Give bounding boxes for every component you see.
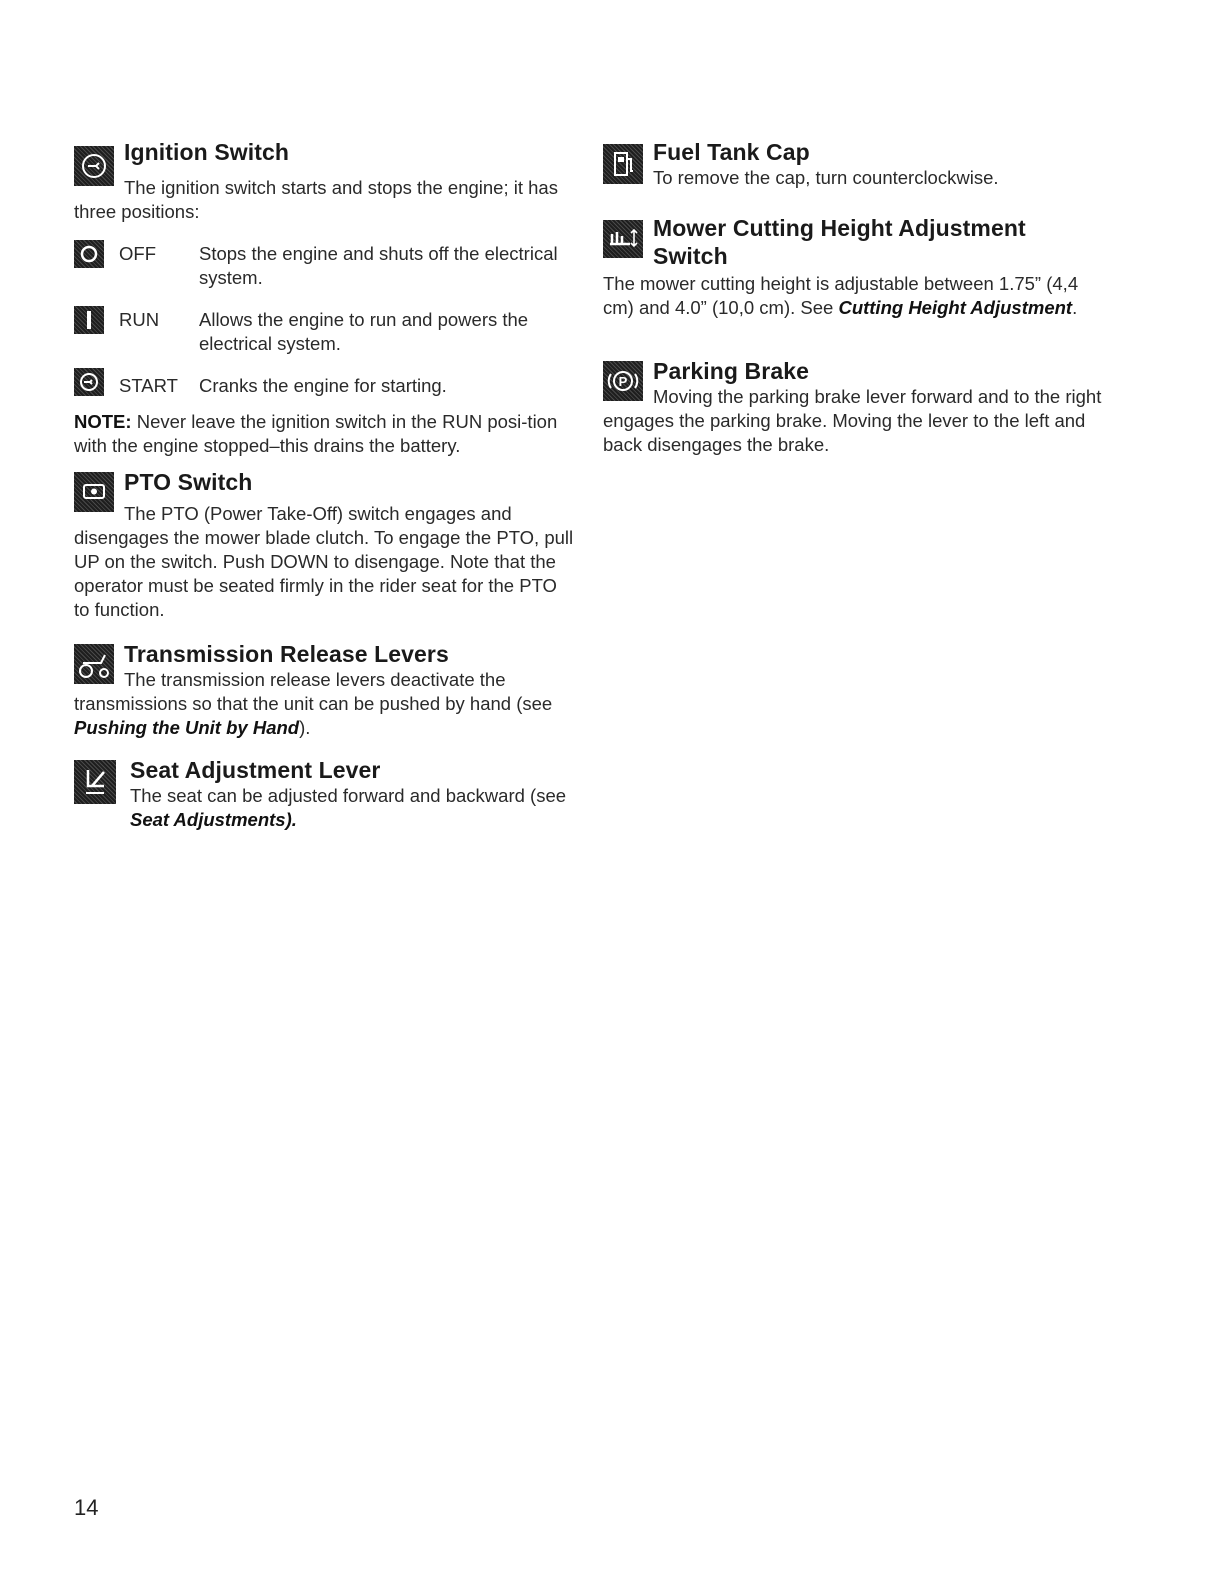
seat-adjustment-body: [130, 784, 574, 832]
tractor-icon: [74, 644, 114, 684]
note-label: NOTE:: [74, 411, 132, 432]
transmission-body-end: ).: [299, 717, 311, 738]
position-start-label: START: [119, 375, 178, 396]
left-column: [74, 138, 574, 836]
pto-switch-body: The PTO (Power Take-Off) switch engages and disengages the mower blade clutch. To engage the PTO, pull UP on the switch. Push DOWN to disengage. Note that the operator must be seated firmly in the rider seat for the PTO to function.: [74, 503, 574, 620]
fuel-tank-cap-title: Fuel Tank Cap: [653, 139, 810, 165]
fuel-pump-icon: [603, 144, 643, 184]
note-text: Never leave the ignition switch in the RUN posi-tion with the engine stopped–this drains the battery.: [74, 411, 558, 456]
mower-title-line2: Switch: [653, 243, 728, 269]
run-position-icon: [74, 306, 104, 334]
position-run-row: [74, 308, 574, 356]
cutting-height-icon: [603, 220, 643, 258]
transmission-body-text: The transmission release levers deactivate the transmissions so that the unit can be pushed by hand (see: [74, 669, 553, 714]
transmission-release-title: Transmission Release Levers: [124, 641, 449, 667]
pto-switch-icon: [74, 472, 114, 512]
parking-brake-body: Moving the parking brake lever forward and to the right engages the parking brake. Moving the lever to the left and back disengages the brake.: [603, 386, 1102, 455]
fuel-tank-cap-section: [603, 138, 1103, 214]
ignition-note: [74, 410, 574, 458]
position-run-desc: Allows the engine to run and powers the electrical system.: [199, 309, 529, 354]
right-column: [603, 138, 1103, 457]
seat-body-text: The seat can be adjusted forward and backward (see: [130, 785, 567, 806]
ignition-switch-intro: The ignition switch starts and stops the engine; it has three positions:: [74, 177, 558, 222]
pto-switch-title: PTO Switch: [124, 469, 253, 495]
ignition-key-icon: [74, 146, 114, 186]
svg-text:P: P: [618, 374, 628, 389]
off-position-icon: [74, 240, 104, 268]
mower-title-line1: Mower Cutting Height Adjustment: [653, 215, 1026, 241]
position-off-row: [74, 242, 574, 290]
seat-adjustments-link[interactable]: Seat Adjustments).: [130, 809, 297, 830]
pushing-unit-link[interactable]: Pushing the Unit by Hand: [74, 717, 300, 738]
mower-body-text: The mower cutting height is adjustable between 1.75” (4,4 cm) and 4.0” (10,0 cm). See: [603, 273, 1079, 318]
start-position-icon: [74, 368, 104, 396]
position-start-desc: Cranks the engine for starting.: [199, 375, 447, 396]
position-off-desc: Stops the engine and shuts off the electrical system.: [199, 243, 558, 288]
seat-icon: [74, 760, 116, 804]
fuel-tank-cap-body: To remove the cap, turn counterclockwise.: [653, 167, 999, 188]
mower-cutting-height-section: [603, 214, 1103, 357]
ignition-switch-title: Ignition Switch: [124, 139, 290, 165]
ignition-switch-section: [74, 138, 574, 468]
parking-brake-icon: [603, 361, 643, 401]
position-off-label: OFF: [119, 243, 156, 264]
pto-switch-section: [74, 468, 574, 640]
mower-cutting-height-title: [653, 214, 1103, 270]
transmission-release-body: [74, 668, 574, 740]
page-number: 14: [74, 1495, 99, 1520]
transmission-release-section: [74, 640, 574, 756]
cutting-height-link[interactable]: Cutting Height Adjustment: [838, 297, 1073, 318]
seat-adjustment-title: Seat Adjustment Lever: [130, 757, 381, 783]
seat-adjustment-section: [74, 756, 574, 836]
parking-brake-section: [603, 357, 1103, 457]
position-start-row: [74, 374, 574, 398]
position-run-label: RUN: [119, 309, 160, 330]
mower-cutting-height-body: [603, 272, 1103, 320]
parking-brake-title: Parking Brake: [653, 358, 809, 384]
mower-body-end: .: [1072, 297, 1078, 318]
